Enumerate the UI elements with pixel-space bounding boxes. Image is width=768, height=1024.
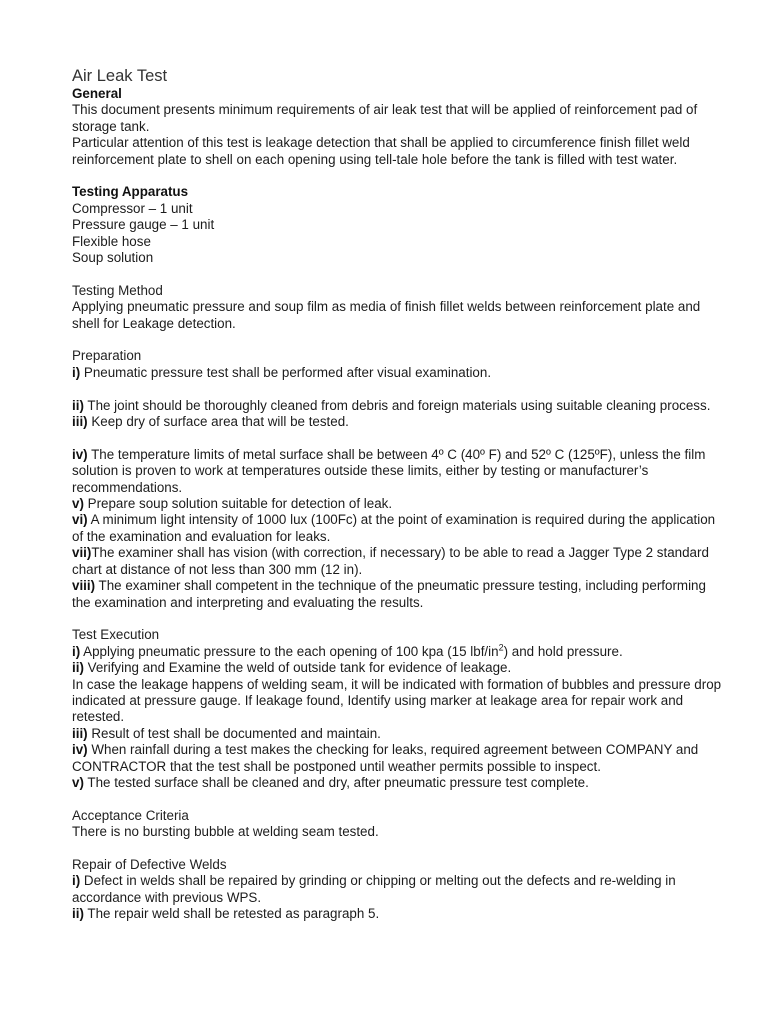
apparatus-heading: Testing Apparatus — [72, 184, 189, 200]
item-text: Applying pneumatic pressure to the each opening of 100 kpa (15 lbf/in — [80, 643, 499, 659]
item-text: Prepare soup solution suitable for detection of leak. — [83, 496, 393, 512]
preparation-item — [72, 512, 722, 545]
preparation-item — [72, 447, 722, 496]
preparation-item — [72, 398, 722, 414]
item-number: iv) — [72, 742, 88, 758]
item-number: i) — [72, 873, 81, 889]
execution-item — [72, 775, 722, 791]
item-text: Pneumatic pressure test shall be performed after visual examination. — [80, 364, 492, 380]
execution-note: In case the leakage happens of welding seam, it will be indicated with formation of bubbles and pressure drop indicated at pressure gauge. If leakage found, Identify using marker at leakage area for repair work and retested. — [72, 676, 722, 725]
execution-item — [72, 644, 722, 660]
item-text: When rainfall during a test makes the checking for leaks, required agreement between COMPANY and CONTRACTOR that the test shall be postponed until weather permits possible to inspect. — [72, 742, 699, 774]
preparation-item — [72, 496, 722, 512]
item-number: iii) — [72, 414, 88, 430]
item-text: A minimum light intensity of 1000 lux (100Fc) at the point of examination is required during the application of the examination and evaluation for leaks. — [72, 512, 716, 544]
item-number: vi) — [72, 512, 88, 528]
item-text: The tested surface shall be cleaned and dry, after pneumatic pressure test complete. — [83, 774, 589, 790]
document-body — [72, 66, 722, 923]
repair-item — [72, 873, 722, 906]
execution-item — [72, 660, 722, 676]
item-number: iii) — [72, 725, 88, 741]
preparation-item — [72, 578, 722, 611]
method-heading: Testing Method — [72, 282, 163, 298]
execution-heading: Test Execution — [72, 627, 160, 643]
acceptance-heading: Acceptance Criteria — [72, 807, 189, 823]
item-number: ii) — [72, 397, 84, 413]
document-title: Air Leak Test — [72, 67, 168, 85]
general-paragraph-1: This document presents minimum requirements of air leak test that will be applied of reinforcement pad of storage tank. — [72, 102, 698, 134]
execution-item — [72, 726, 722, 742]
superscript: 2 — [498, 642, 504, 653]
preparation-item — [72, 545, 722, 578]
apparatus-item: Flexible hose — [72, 233, 151, 249]
item-text: The examiner shall competent in the technique of the pneumatic pressure testing, including performing the examination and interpreting and evaluating the results. — [72, 578, 706, 610]
item-number: ii) — [72, 906, 84, 922]
item-number: i) — [72, 364, 81, 380]
item-number: v) — [72, 774, 84, 790]
item-text: ) and hold pressure. — [503, 643, 623, 659]
method-text: Applying pneumatic pressure and soup film as media of finish fillet welds between reinforcement plate and shell for Leakage detection. — [72, 299, 701, 331]
item-number: viii) — [72, 578, 96, 594]
item-text: The examiner shall has vision (with correction, if necessary) to be able to read a Jagger Type 2 standard chart at distance of not less than 300 mm (12 in). — [72, 545, 709, 577]
repair-heading: Repair of Defective Welds — [72, 856, 227, 872]
repair-item — [72, 906, 722, 922]
item-number: vii) — [72, 545, 92, 561]
item-text: The joint should be thoroughly cleaned from debris and foreign materials using suitable cleaning process. — [83, 397, 711, 413]
item-number: i) — [72, 643, 81, 659]
item-number: ii) — [72, 660, 84, 676]
apparatus-item: Soup solution — [72, 250, 154, 266]
preparation-heading: Preparation — [72, 348, 142, 364]
general-paragraph-2: Particular attention of this test is leakage detection that shall be applied to circumference finish fillet weld reinforcement plate to shell on each opening using tell-tale hole before the tank is filled with test water. — [72, 135, 690, 167]
preparation-item — [72, 414, 722, 430]
preparation-item — [72, 365, 722, 381]
item-number: iv) — [72, 446, 88, 462]
item-text: Keep dry of surface area that will be tested. — [87, 414, 349, 430]
item-text: Verifying and Examine the weld of outside tank for evidence of leakage. — [83, 660, 512, 676]
apparatus-item: Compressor – 1 unit — [72, 200, 193, 216]
item-number: v) — [72, 496, 84, 512]
execution-item — [72, 742, 722, 775]
acceptance-text: There is no bursting bubble at welding seam tested. — [72, 824, 379, 840]
general-heading: General — [72, 86, 122, 101]
apparatus-item: Pressure gauge – 1 unit — [72, 217, 215, 233]
item-text: Result of test shall be documented and maintain. — [87, 725, 381, 741]
item-text: The temperature limits of metal surface shall be between 4º C (40º F) and 52º C (125ºF), unless the film solution is proven to work at temperatures outside these limits, either by testing or manufacturer’s recommendations. — [72, 446, 706, 495]
item-text: Defect in welds shall be repaired by grinding or chipping or melting out the defects and re-welding in accordance with previous WPS. — [72, 873, 676, 905]
item-text: The repair weld shall be retested as paragraph 5. — [83, 906, 380, 922]
